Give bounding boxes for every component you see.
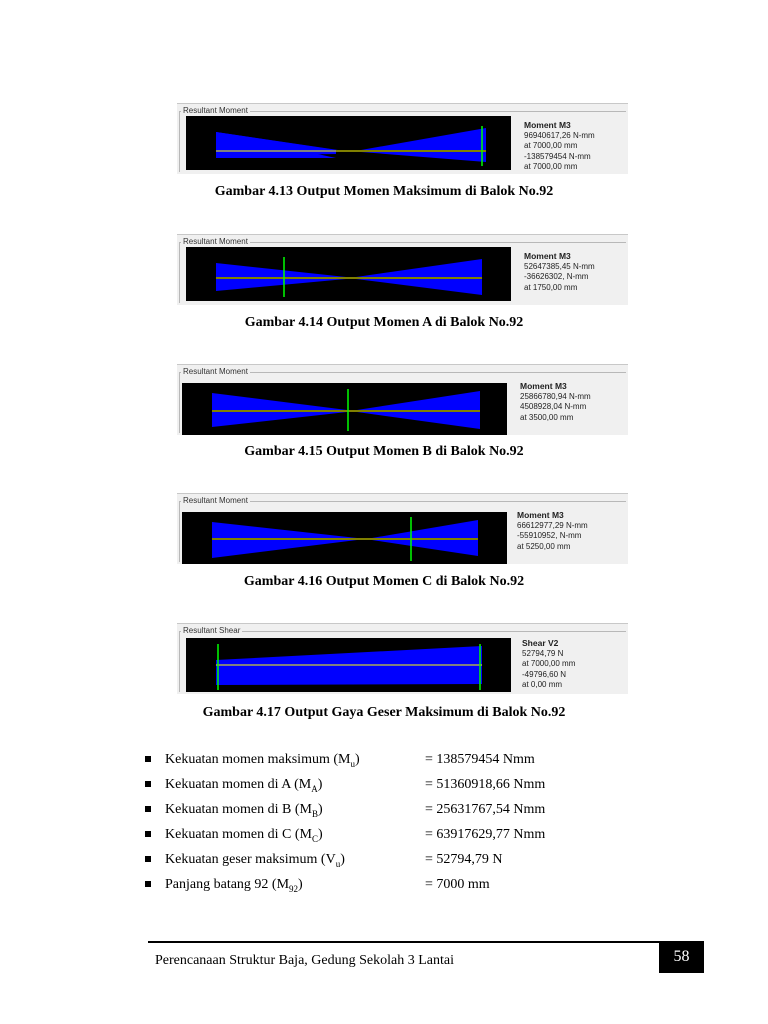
panel-title: Resultant Moment [183,237,248,246]
figure-caption: Gambar 4.14 Output Momen A di Balok No.92 [244,315,524,330]
figure-max-shear [177,623,628,694]
figure-max-moment [177,103,628,174]
moment-info: Moment M3 25866780,94 N-mm 4508928,04 N-mm at 3500,00 mm [520,381,591,422]
moment-diagram [182,383,507,435]
moment-info: Moment M3 96940617,26 N-mm at 7000,00 mm -138579454 N-mm at 7000,00 mm [524,120,595,171]
figure-moment-c [177,493,628,564]
panel-title: Resultant Moment [183,496,248,505]
figure-caption: Gambar 4.15 Output Momen B di Balok No.92 [244,444,524,459]
footer-title: Perencanaan Struktur Baja, Gedung Sekolah 3 Lantai [155,953,454,968]
shear-diagram [186,638,511,692]
bullet-icon [145,881,151,887]
figure-moment-b [177,364,628,435]
moment-info: Moment M3 66612977,29 N-mm -55910952, N-mm at 5250,00 mm [517,510,588,551]
bullet-icon [145,806,151,812]
bullet-icon [145,756,151,762]
page-number: 58 [659,941,704,973]
footer-rule [148,941,704,943]
figure-moment-a [177,234,628,305]
moment-diagram [186,116,511,170]
figure-caption: Gambar 4.13 Output Momen Maksimum di Balok No.92 [214,184,554,199]
figure-caption: Gambar 4.17 Output Gaya Geser Maksimum di Balok No.92 [202,705,566,720]
panel-title: Resultant Moment [183,367,248,376]
moment-diagram [182,512,507,564]
bullet-icon [145,856,151,862]
shear-info: Shear V2 52794,79 N at 7000,00 mm -49796,60 N at 0,00 mm [522,638,576,689]
bullet-icon [145,781,151,787]
figure-caption: Gambar 4.16 Output Momen C di Balok No.92 [243,574,525,589]
moment-info: Moment M3 52647385,45 N-mm -36626302, N-mm at 1750,00 mm [524,251,595,292]
panel-title: Resultant Moment [183,106,248,115]
moment-diagram [186,247,511,301]
bullet-icon [145,831,151,837]
panel-title: Resultant Shear [183,626,241,635]
